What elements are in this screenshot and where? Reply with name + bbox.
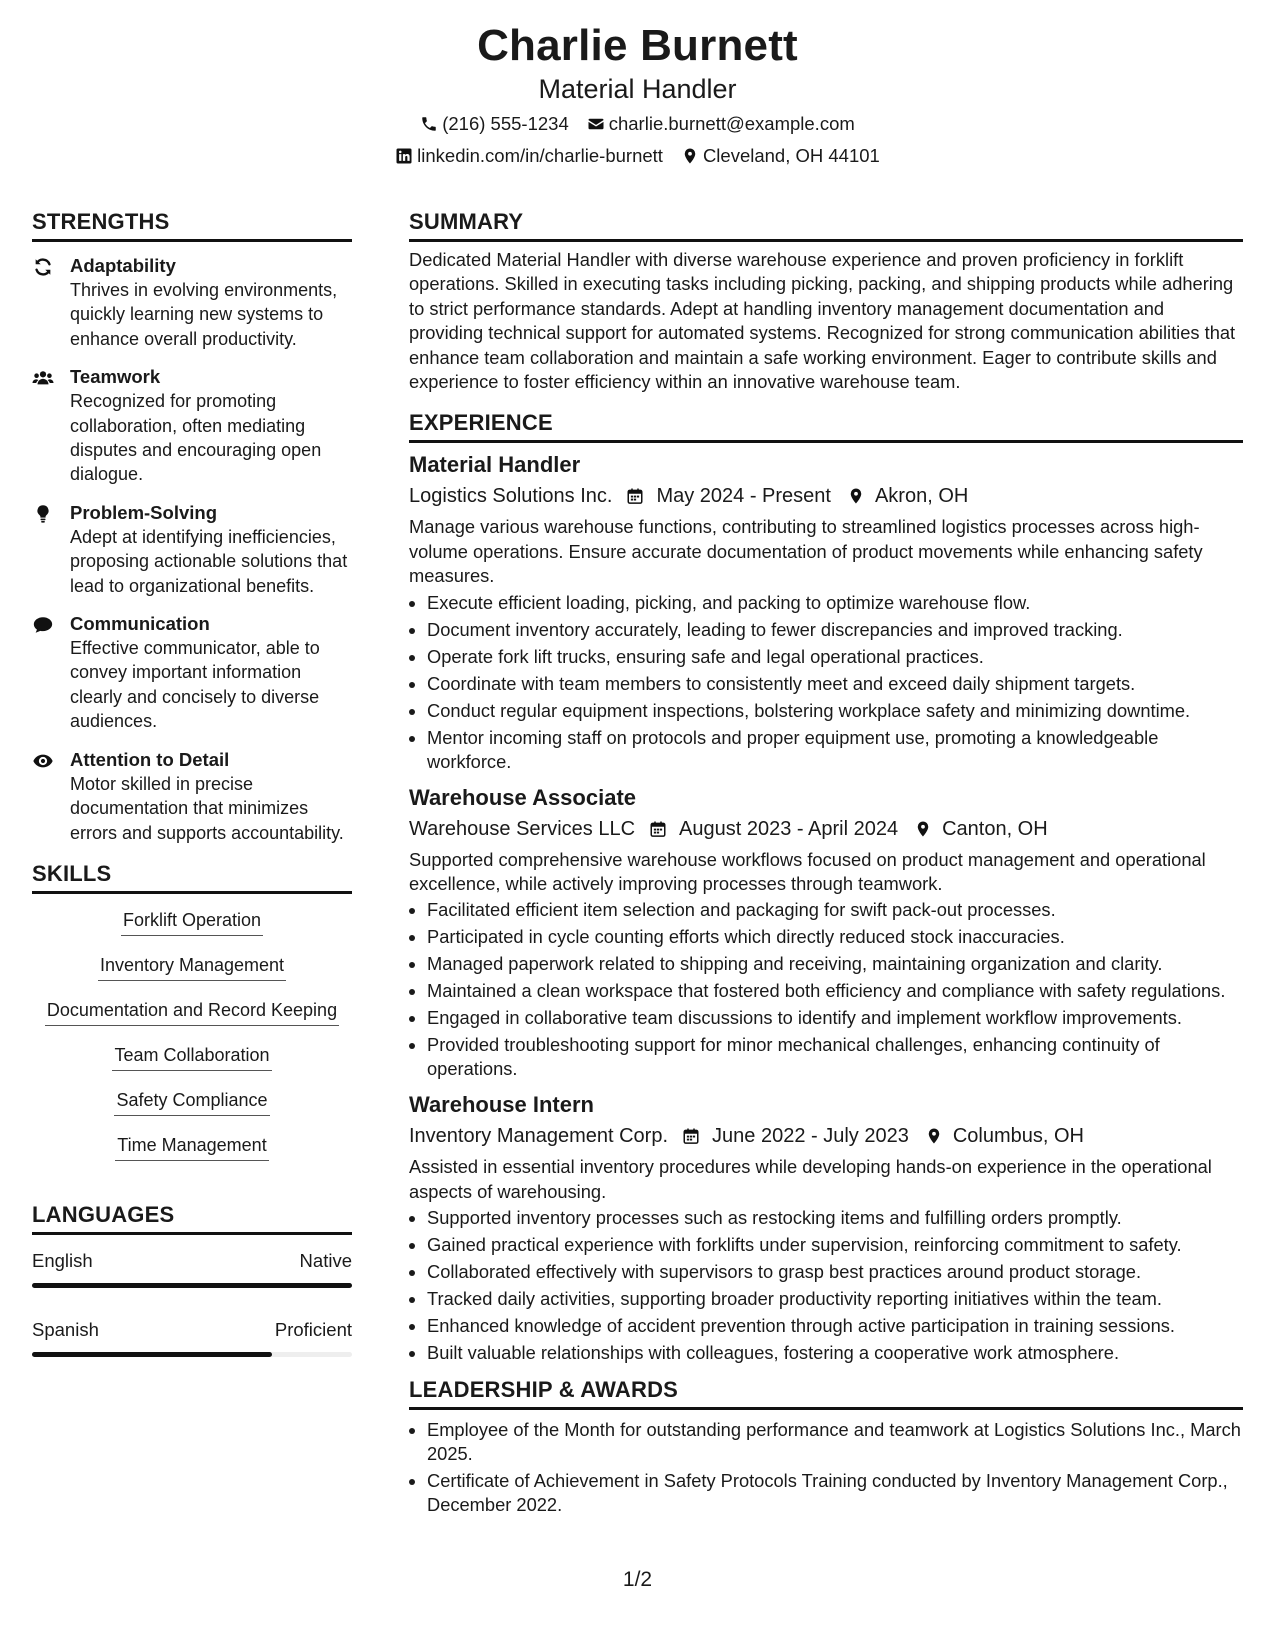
job-bullet: • Tracked daily activities, supporting broader productivity reporting initiatives within the team. xyxy=(427,1287,1243,1311)
strength-title: Attention to Detail xyxy=(70,748,230,770)
job-description: Manage various warehouse functions, contributing to streamlined logistics processes across high-volume operations. Ensure accurate documentation of product movements while enhancing safety measures. xyxy=(409,516,1203,587)
job-meta xyxy=(409,814,1243,844)
job-bullets xyxy=(409,1206,1243,1365)
skill-tag: Documentation and Record Keeping xyxy=(45,998,339,1026)
job-entry xyxy=(409,1091,1243,1365)
job-bullet: • Managed paperwork related to shipping and receiving, maintaining organization and clarity. xyxy=(427,952,1243,976)
language-name: English xyxy=(32,1249,93,1271)
contact-email[interactable] xyxy=(587,111,855,137)
eye-icon xyxy=(32,750,54,772)
language-level: Native xyxy=(299,1249,352,1271)
language-level-fill xyxy=(32,1283,352,1288)
experience-heading: EXPERIENCE xyxy=(409,408,1243,443)
strength-desc: Adept at identifying inefficiencies, proposing actionable solutions that lead to organizational benefits. xyxy=(70,526,348,596)
award-item: • Certificate of Achievement in Safety Protocols Training conducted by Inventory Management Corp., December 2022. xyxy=(427,1469,1243,1517)
left-column xyxy=(32,207,352,1381)
language-item xyxy=(32,1243,352,1288)
job-bullet: • Gained practical experience with forklifts under supervision, reinforcing commitment to safety. xyxy=(427,1233,1243,1257)
job-company: Inventory Management Corp. xyxy=(409,1125,669,1148)
job-location: Columbus, OH xyxy=(952,1125,1084,1148)
strength-item xyxy=(32,365,352,487)
calendar-icon xyxy=(626,486,644,506)
language-level: Proficient xyxy=(274,1318,352,1340)
envelope-icon xyxy=(587,115,605,133)
strength-desc: Thrives in evolving environments, quickly learning new systems to enhance overall productivity. xyxy=(70,280,338,349)
linkedin-text: linkedin.com/in/charlie-burnett xyxy=(417,145,663,166)
job-company: Logistics Solutions Inc. xyxy=(409,485,613,508)
job-bullet: • Conduct regular equipment inspections, bolstering workplace safety and minimizing downtime. xyxy=(427,699,1243,723)
map-pin-icon xyxy=(925,1126,943,1146)
contact-row-1 xyxy=(0,111,1275,137)
job-bullet: • Coordinate with team members to consistently meet and exceed daily shipment targets. xyxy=(427,672,1243,696)
job-bullets xyxy=(409,591,1243,774)
job-entry xyxy=(409,784,1243,1082)
map-pin-icon xyxy=(847,486,865,506)
job-bullet: • Provided troubleshooting support for minor mechanical challenges, enhancing continuity of operations. xyxy=(427,1033,1243,1081)
email-text: charlie.burnett@example.com xyxy=(608,113,855,134)
language-level-fill xyxy=(32,1352,272,1357)
contact-linkedin[interactable] xyxy=(395,143,663,169)
language-level-bar xyxy=(32,1283,352,1288)
linkedin-icon xyxy=(395,147,413,165)
phone-text: (216) 555-1234 xyxy=(442,113,569,134)
job-bullet: • Document inventory accurately, leading to fewer discrepancies and improved tracking. xyxy=(427,618,1243,642)
sync-icon xyxy=(32,256,54,278)
job-title: Warehouse Intern xyxy=(409,1092,594,1118)
strength-item xyxy=(32,748,352,845)
phone-icon xyxy=(420,115,438,133)
strength-title: Problem-Solving xyxy=(70,501,217,523)
job-description: Assisted in essential inventory procedures while developing hands-on experience in the operational aspects of warehousing. xyxy=(409,1156,1212,1202)
job-bullet: • Engaged in collaborative team discussions to identify and implement workflow improvements. xyxy=(427,1006,1243,1030)
contact-phone xyxy=(420,111,569,137)
job-title: Material Handler xyxy=(409,452,581,478)
strengths-list xyxy=(32,250,352,845)
job-location: Akron, OH xyxy=(874,485,969,508)
job-bullet: • Operate fork lift trucks, ensuring safe and legal operational practices. xyxy=(427,645,1243,669)
skill-tag: Team Collaboration xyxy=(112,1043,271,1071)
location-text: Cleveland, OH 44101 xyxy=(702,145,880,166)
job-bullet: • Maintained a clean workspace that fostered both efficiency and compliance with safety regulations. xyxy=(427,979,1243,1003)
map-pin-icon xyxy=(914,819,932,839)
strength-item xyxy=(32,254,352,351)
job-dates: August 2023 - April 2024 xyxy=(679,817,899,840)
skills-list xyxy=(32,902,352,1178)
job-bullet: • Supported inventory processes such as restocking items and fulfilling orders promptly. xyxy=(427,1206,1243,1230)
job-bullet: • Collaborated effectively with supervisors to grasp best practices around product storage. xyxy=(427,1260,1243,1284)
page-number: 1/2 xyxy=(622,1568,653,1591)
strength-desc: Effective communicator, able to convey important information clearly and concisely to diverse audiences. xyxy=(70,638,320,732)
summary-text: Dedicated Material Handler with diverse warehouse experience and proven proficiency in forklift operations. Skilled in executing tasks including picking, packing, and shipping products while adhering to strict performance standards. Adept at handling inventory management documentation and providing technical support for automated systems. Recognized for strong communication abilities that enhance team collaboration and maintain a safe working environment. Eager to contribute skills and experience to foster efficiency within an innovative warehouse team. xyxy=(409,249,1236,393)
job-bullet: • Mentor incoming staff on protocols and proper equipment use, promoting a knowledgeable workforce. xyxy=(427,726,1243,774)
job-dates: May 2024 - Present xyxy=(656,485,831,508)
strength-title: Teamwork xyxy=(70,366,161,388)
candidate-title: Material Handler xyxy=(538,74,737,104)
summary-heading: SUMMARY xyxy=(409,207,1243,242)
job-bullet: • Facilitated efficient item selection and packaging for swift pack-out processes. xyxy=(427,898,1243,922)
job-entry xyxy=(409,451,1243,773)
job-bullet: • Participated in cycle counting efforts which directly reduced stock inaccuracies. xyxy=(427,925,1243,949)
calendar-icon xyxy=(682,1126,700,1146)
awards-list xyxy=(409,1418,1243,1517)
job-meta xyxy=(409,481,1243,511)
contact-location xyxy=(681,143,880,169)
skill-tag: Safety Compliance xyxy=(114,1088,269,1116)
skill-tag: Inventory Management xyxy=(98,953,286,981)
awards-heading: LEADERSHIP & AWARDS xyxy=(409,1375,1243,1410)
resume-header xyxy=(0,18,1275,169)
contact-row-2 xyxy=(0,143,1275,169)
job-bullet: • Execute efficient loading, picking, and packing to optimize warehouse flow. xyxy=(427,591,1243,615)
candidate-name: Charlie Burnett xyxy=(477,21,798,70)
strength-title: Communication xyxy=(70,613,210,635)
job-meta xyxy=(409,1121,1243,1151)
job-title: Warehouse Associate xyxy=(409,784,637,810)
job-bullet: • Enhanced knowledge of accident prevention through active participation in training sessions. xyxy=(427,1314,1243,1338)
job-company: Warehouse Services LLC xyxy=(409,817,636,840)
skill-tag: Forklift Operation xyxy=(121,908,263,936)
languages-heading: LANGUAGES xyxy=(32,1200,352,1235)
right-column xyxy=(409,207,1243,1520)
job-bullet: • Built valuable relationships with colleagues, fostering a cooperative work atmosphere. xyxy=(427,1341,1243,1365)
lightbulb-icon xyxy=(32,503,54,525)
strengths-heading: STRENGTHS xyxy=(32,207,352,242)
users-icon xyxy=(32,367,54,389)
languages-list xyxy=(32,1243,352,1357)
strength-item xyxy=(32,501,352,598)
skill-tag: Time Management xyxy=(115,1133,268,1161)
language-level-bar xyxy=(32,1352,352,1357)
skills-heading: SKILLS xyxy=(32,859,352,894)
job-dates: June 2022 - July 2023 xyxy=(712,1125,909,1148)
job-location: Canton, OH xyxy=(942,817,1048,840)
map-pin-icon xyxy=(681,147,699,165)
calendar-icon xyxy=(649,819,667,839)
language-item xyxy=(32,1312,352,1357)
strength-desc: Recognized for promoting collaboration, often mediating disputes and encouraging open dialogue. xyxy=(70,391,322,485)
award-item: • Employee of the Month for outstanding performance and teamwork at Logistics Solutions Inc., March 2025. xyxy=(427,1418,1243,1466)
strength-title: Adaptability xyxy=(70,255,176,276)
job-bullets xyxy=(409,898,1243,1081)
strength-item xyxy=(32,612,352,734)
experience-list xyxy=(409,451,1243,1365)
job-description: Supported comprehensive warehouse workflows focused on product management and operational excellence, while actively improving processes through teamwork. xyxy=(409,848,1206,895)
language-name: Spanish xyxy=(32,1318,99,1340)
comment-icon xyxy=(32,614,54,636)
strength-desc: Motor skilled in precise documentation that minimizes errors and supports accountability. xyxy=(70,773,344,843)
